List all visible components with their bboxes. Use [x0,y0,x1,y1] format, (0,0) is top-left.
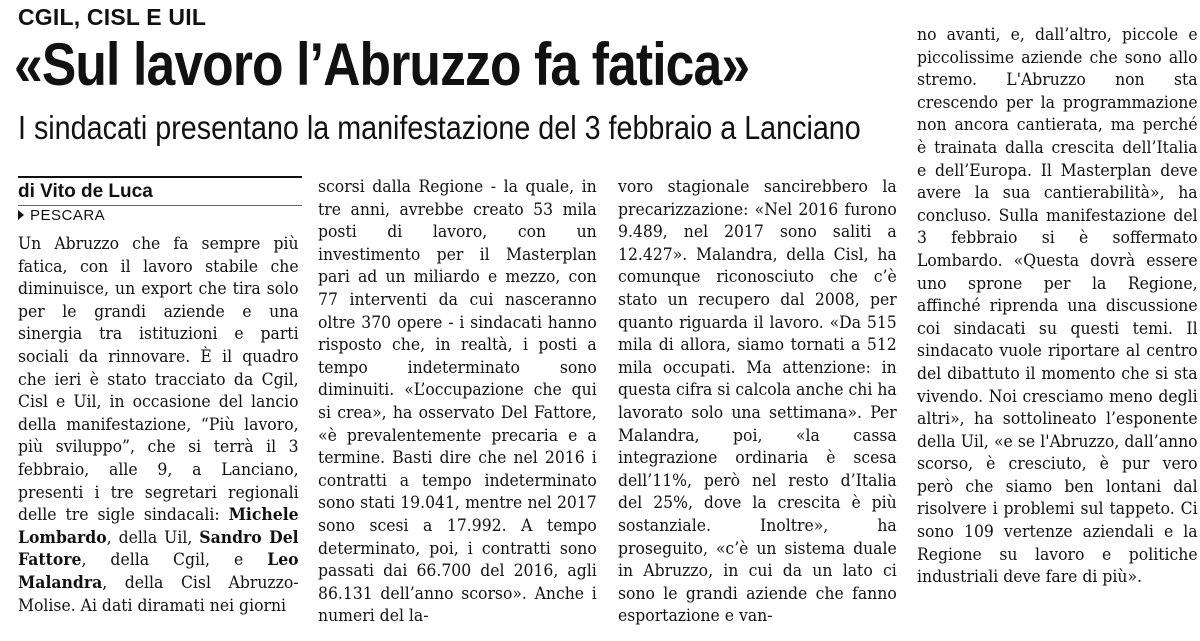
col1-text-a: Un Abruzzo che fa sempre più fatica, con il lavoro stabile che diminuisce, un export che tira solo per le grandi aziende e una sinergia tra istituzioni e parti sociali da rinnovare. È il quadro che ieri è stato tracciato da Cgil, Cisl e Uil, in occasione del lancio della manifestazione, “Più lavoro, più sviluppo”, che si terrà il 3 febbraio, alle 9, a Lanciano, presenti i tre segretari regionali delle tre sigle sindacali: [18,234,299,526]
article-column-2 [318,176,597,628]
col1-text-d: , della Cisl Abruzzo-Molise. Ai dati diramati nei giorni [18,572,299,616]
name-lombardo: Michele Lombardo [18,505,299,548]
article-subheadline: I sindacati presentano la manifestazione del 3 febbraio a Lanciano [18,109,861,146]
triangle-bullet-icon [18,210,24,220]
article-kicker: CGIL, CISL E UIL [18,4,207,30]
column-4-text: no avanti, e, dall’altro, piccole e piccolissime aziende che sono allo stremo. L'Abruzzo non sta crescendo per la programmazione non ancora cantierata, ma perché è trainata dalla crescita dell’Italia e dell’Europa. Il Masterplan deve avere la sua cantierabilità», ha concluso. Sulla manifestazione del 3 febbraio si è soffermato Lombardo. «Questa dovrà essere uno sprone per la Regione, affinché riprenda una discussione coi sindacati su questi temi. Il sindacato vuole riportare al centro del dibattuto il momento che si sta vivendo. Noi cresciamo meno degli altri», ha sottolineato l’esponente della Uil, «e se l'Abruzzo, dall’anno scorso, è cresciuto, è pur vero però che siamo ben lontani dal risolvere i problemi sul tappeto. Ci sono 109 vertenze aziendali e la Regione su lavoro e politiche industriali deve fare di più». [917,25,1198,588]
article-headline: «Sul lavoro l’Abruzzo fa fatica» [14,31,750,98]
article-column-3 [618,176,897,628]
byline-block [18,176,302,226]
col1-text-c: , della Cgil, e [81,550,268,571]
name-del-fattore: Sandro Del Fattore [18,527,299,571]
column-3-text: voro stagionale sancirebbero la precarizzazione: «Nel 2016 furono 9.489, nel 2017 sono saliti a 12.427». Malandra, della Cisl, ha comunque riconosciuto che c’è stato un recupero dal 2008, per quanto riguarda il lavoro. «Da 515 mila di allora, siamo tornati a 512 mila occupati. Ma attenzione: in questa cifra si calcola anche chi ha lavorato solo una settimana». Per Malandra, poi, «la cassa integrazione ordinaria è scesa dell’11%, però nel resto d’Italia del 25%, dove la crescita è più sostanziale. Inoltre», ha proseguito, «c’è un sistema duale in Abruzzo, in cui da un lato ci sono le grandi aziende che fanno esportazione e van- [618,177,897,627]
dateline [18,205,302,226]
column-2-text: scorsi dalla Regione - la quale, in tre anni, avrebbe creato 53 mila posti di lavoro, con un investimento per il Masterplan pari ad un miliardo e mezzo, con 77 interventi da cui nasceranno oltre 370 opere - i sindacati hanno risposto che, in realtà, i posti a tempo indeterminato sono diminuiti. «L’occupazione che qui si crea», ha osservato Del Fattore, «è prevalentemente precaria e a termine. Basti dire che nel 2016 i contratti a tempo indeterminato sono stati 19.041, mentre nel 2017 sono scesi a 17.992. A tempo determinato, poi, i contratti sono passati dai 66.700 del 2016, agli 86.131 dell’anno scorso». Anche i numeri del la- [318,177,597,627]
col1-text-b: , della Uil, [106,527,200,548]
article-column-4 [917,24,1198,589]
column-1-text [18,233,299,617]
article-column-1 [18,233,299,617]
dateline-location: PESCARA [30,207,106,224]
author-byline: di Vito de Luca [18,176,302,204]
name-malandra: Leo Malandra [18,550,299,593]
